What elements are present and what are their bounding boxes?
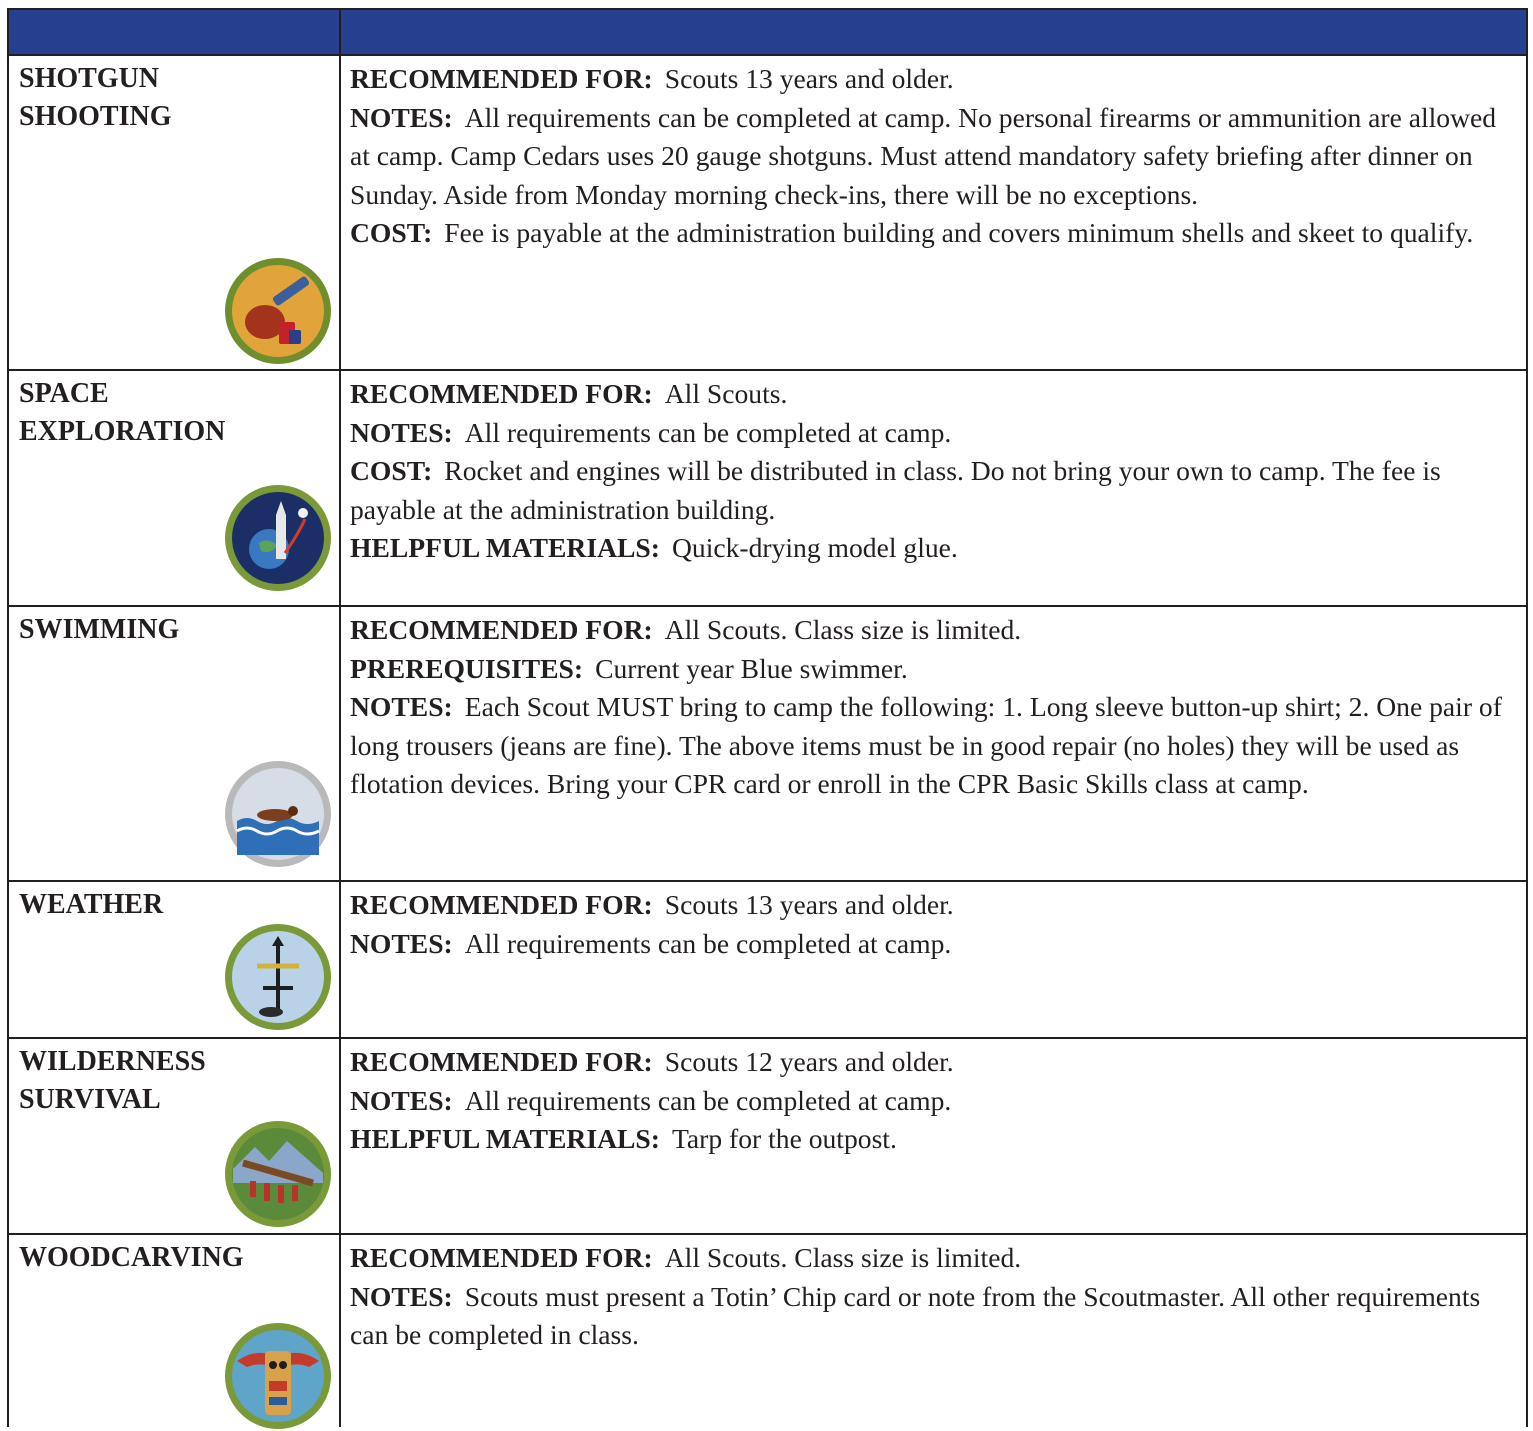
field-value: All Scouts. Class size is limited. — [664, 614, 1022, 645]
table-header-bar — [9, 10, 1526, 56]
field-value: Current year Blue swimmer. — [595, 652, 908, 684]
table-row — [9, 607, 1526, 882]
field-value: Scouts 13 years and older. — [664, 889, 954, 920]
merit-badge-table — [7, 8, 1528, 1427]
badge-name-line: SWIMMING — [19, 614, 180, 645]
wilderness-survival-badge-icon — [223, 1119, 333, 1229]
field-label: RECOMMENDED FOR: — [350, 889, 653, 920]
woodcarving-badge-icon — [223, 1321, 333, 1431]
field-label: NOTES: — [350, 1280, 453, 1312]
field-value: Tarp for the outpost. — [671, 1123, 897, 1155]
field-value: Rocket and engines will be distributed in class. Do not bring your own to camp. The fee is payable at the administration building. — [350, 455, 1441, 525]
field-value: All requirements can be completed at camp. — [464, 416, 952, 448]
badge-name-line: WILDERNESS — [19, 1046, 206, 1077]
field-value: All Scouts. Class size is limited. — [664, 1242, 1022, 1273]
field-label: NOTES: — [350, 1084, 453, 1116]
field-value: All requirements can be completed at camp. — [464, 1084, 952, 1116]
badge-name-line: EXPLORATION — [19, 416, 226, 447]
badge-name-line: WEATHER — [19, 889, 164, 920]
field-label: RECOMMENDED FOR: — [350, 63, 653, 94]
shotgun-shooting-badge-icon — [223, 256, 333, 366]
field-value: Scouts must present a Totin’ Chip card or note from the Scoutmaster. All other requirements can be completed in class. — [350, 1280, 1481, 1351]
field-label: RECOMMENDED FOR: — [350, 614, 653, 645]
badge-description — [350, 60, 1520, 253]
field-value: Each Scout MUST bring to camp the following: 1. Long sleeve button-up shirt; 2. One pair of long trousers (jeans are fine). The above items must be in good repair (no holes) they will be used as flotation devices. Bring your CPR card or enroll in the CPR Basic Skills class at camp. — [350, 691, 1502, 800]
badge-name — [19, 611, 329, 649]
field-label: NOTES: — [350, 416, 453, 448]
field-value: Scouts 12 years and older. — [664, 1046, 954, 1077]
badge-description — [350, 1239, 1520, 1355]
badge-name — [19, 60, 329, 136]
field-value: Quick-drying model glue. — [671, 532, 958, 564]
badge-description — [350, 886, 1520, 963]
field-label: HELPFUL MATERIALS: — [350, 1123, 660, 1155]
badge-name-line: SHOOTING — [19, 101, 172, 132]
badge-name-line: SPACE — [19, 378, 109, 409]
field-value: All requirements can be completed at camp. — [464, 927, 952, 959]
weather-badge-icon — [223, 922, 333, 1032]
badge-name — [19, 1043, 329, 1119]
swimming-badge-icon — [223, 759, 333, 869]
field-label: COST: — [350, 455, 433, 487]
table-row — [9, 882, 1526, 1039]
column-divider — [339, 10, 341, 1427]
field-value: Scouts 13 years and older. — [664, 63, 954, 94]
field-label: NOTES: — [350, 101, 453, 133]
badge-name — [19, 375, 329, 451]
field-label: NOTES: — [350, 691, 453, 723]
field-label: NOTES: — [350, 927, 453, 959]
field-label: RECOMMENDED FOR: — [350, 1046, 653, 1077]
table-row — [9, 371, 1526, 607]
badge-name — [19, 886, 329, 924]
badge-name-line: SURVIVAL — [19, 1084, 161, 1115]
field-value: All requirements can be completed at camp. No personal firearms or ammunition are allowed at camp. Camp Cedars uses 20 gauge shotguns. Must attend mandatory safety briefing after dinner on Sunday. Aside from Monday morning check-ins, there will be no exceptions. — [350, 101, 1497, 210]
badge-description — [350, 375, 1520, 568]
table-row — [9, 1235, 1526, 1429]
badge-description — [350, 611, 1520, 804]
field-value: All Scouts. — [664, 378, 788, 409]
table-row — [9, 1039, 1526, 1235]
badge-name-line: WOODCARVING — [19, 1242, 244, 1273]
field-label: RECOMMENDED FOR: — [350, 378, 653, 409]
badge-name-line: SHOTGUN — [19, 63, 160, 94]
badge-description — [350, 1043, 1520, 1159]
table-row — [9, 56, 1526, 371]
field-label: RECOMMENDED FOR: — [350, 1242, 653, 1273]
field-label: HELPFUL MATERIALS: — [350, 532, 660, 564]
field-value: Fee is payable at the administration building and covers minimum shells and skeet to qualify. — [444, 217, 1474, 249]
badge-name — [19, 1239, 329, 1277]
space-exploration-badge-icon — [223, 483, 333, 593]
field-label: COST: — [350, 217, 433, 249]
field-label: PREREQUISITES: — [350, 652, 584, 684]
